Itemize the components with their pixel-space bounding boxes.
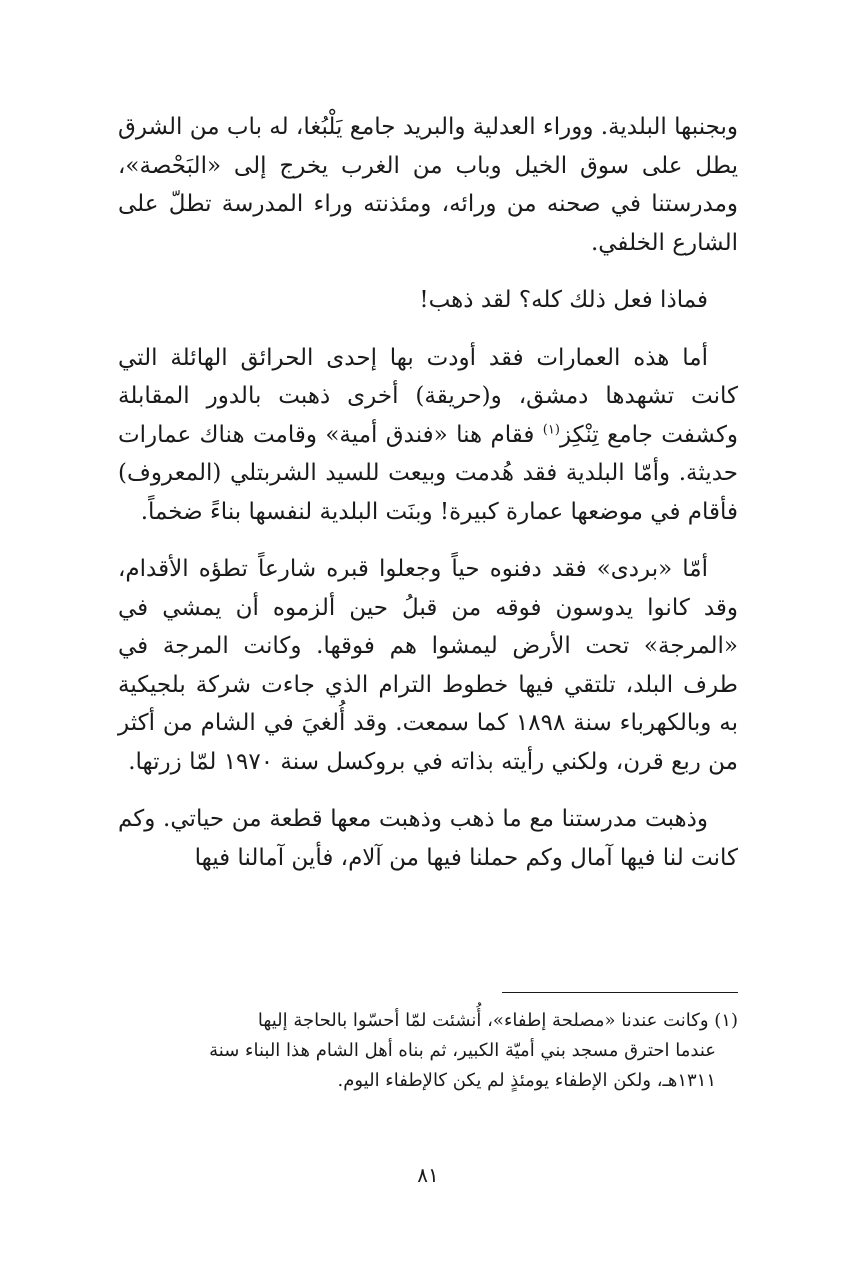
footnote [118, 1006, 738, 1096]
paragraph-3-text-before: أما هذه العمارات فقد أودت بها إحدى الحرائق الهائلة التي كانت تشهدها دمشق، و(حريقة) أخرى ذهبت بالدور المقابلة وكشفت جامع تِنْكِز [118, 344, 739, 448]
paragraph-3 [118, 339, 738, 532]
paragraph-1: وبجنبها البلدية. ووراء العدلية والبريد جامع يَلْبُغا، له باب من الشرق يطل على سوق الخيل وباب من الغرب يخرج إلى «البَحْصة»، ومدرستنا في صحنه من ورائه، ومئذنته وراء المدرسة تطلّ على الشارع الخلفي. [118, 114, 738, 256]
paragraph-3-text-after: فقام هنا «فندق أمية» وقامت هناك عمارات حديثة. وأمّا البلدية فقد هُدمت وبيعت للسيد الشربتلي (المعروف) فأقام في موضعها عمارة كبيرة! وبنَت البلدية لنفسها بناءً ضخماً. [118, 421, 738, 525]
footnote-line-2: عندما احترق مسجد بني أميّة الكبير، ثم بناه أهل الشام هذا البناء سنة [209, 1040, 716, 1061]
paragraph-4: أمّا «بردى» فقد دفنوه حياً وجعلوا قبره شارعاً تطؤه الأقدام، وقد كانوا يدوسون فوقه من قبلُ حين ألزموه أن يمشي في «المرجة» تحت الأرض ليمشوا هم فوقها. وكانت المرجة في طرف البلد، تلتقي فيها خطوط الترام الذي جاءت شركة بلجيكية به وبالكهرباء سنة ١٨٩٨ كما سمعت. وقد أُلغيَ في الشام من أكثر من ربع قرن، ولكني رأيته بذاته في بروكسل سنة ١٩٧٠ لمّا زرتها. [118, 556, 738, 775]
page-number: ٨١ [417, 1163, 439, 1187]
footnote-line-1 [118, 1006, 738, 1036]
footnote-marker: (١) [714, 1010, 738, 1031]
paragraph-2: فماذا فعل ذلك كله؟ لقد ذهب! [419, 287, 708, 313]
footnote-text-1: وكانت عندنا «مصلحة إطفاء»، أُنشئت لمّا أحسّوا بالحاجة إليها [257, 1010, 709, 1031]
page-body [118, 108, 738, 877]
paragraph-5: وذهبت مدرستنا مع ما ذهب وذهبت معها قطعة من حياتي. وكم كانت لنا فيها آمال وكم حملنا فيها من آلام، فأين آمالنا فيها [118, 806, 738, 871]
footnote-reference[interactable]: (١) [542, 421, 560, 437]
footnote-separator [502, 992, 738, 993]
footnote-line-3: ١٣١١هـ، ولكن الإطفاء يومئذٍ لم يكن كالإطفاء اليوم. [337, 1070, 716, 1091]
